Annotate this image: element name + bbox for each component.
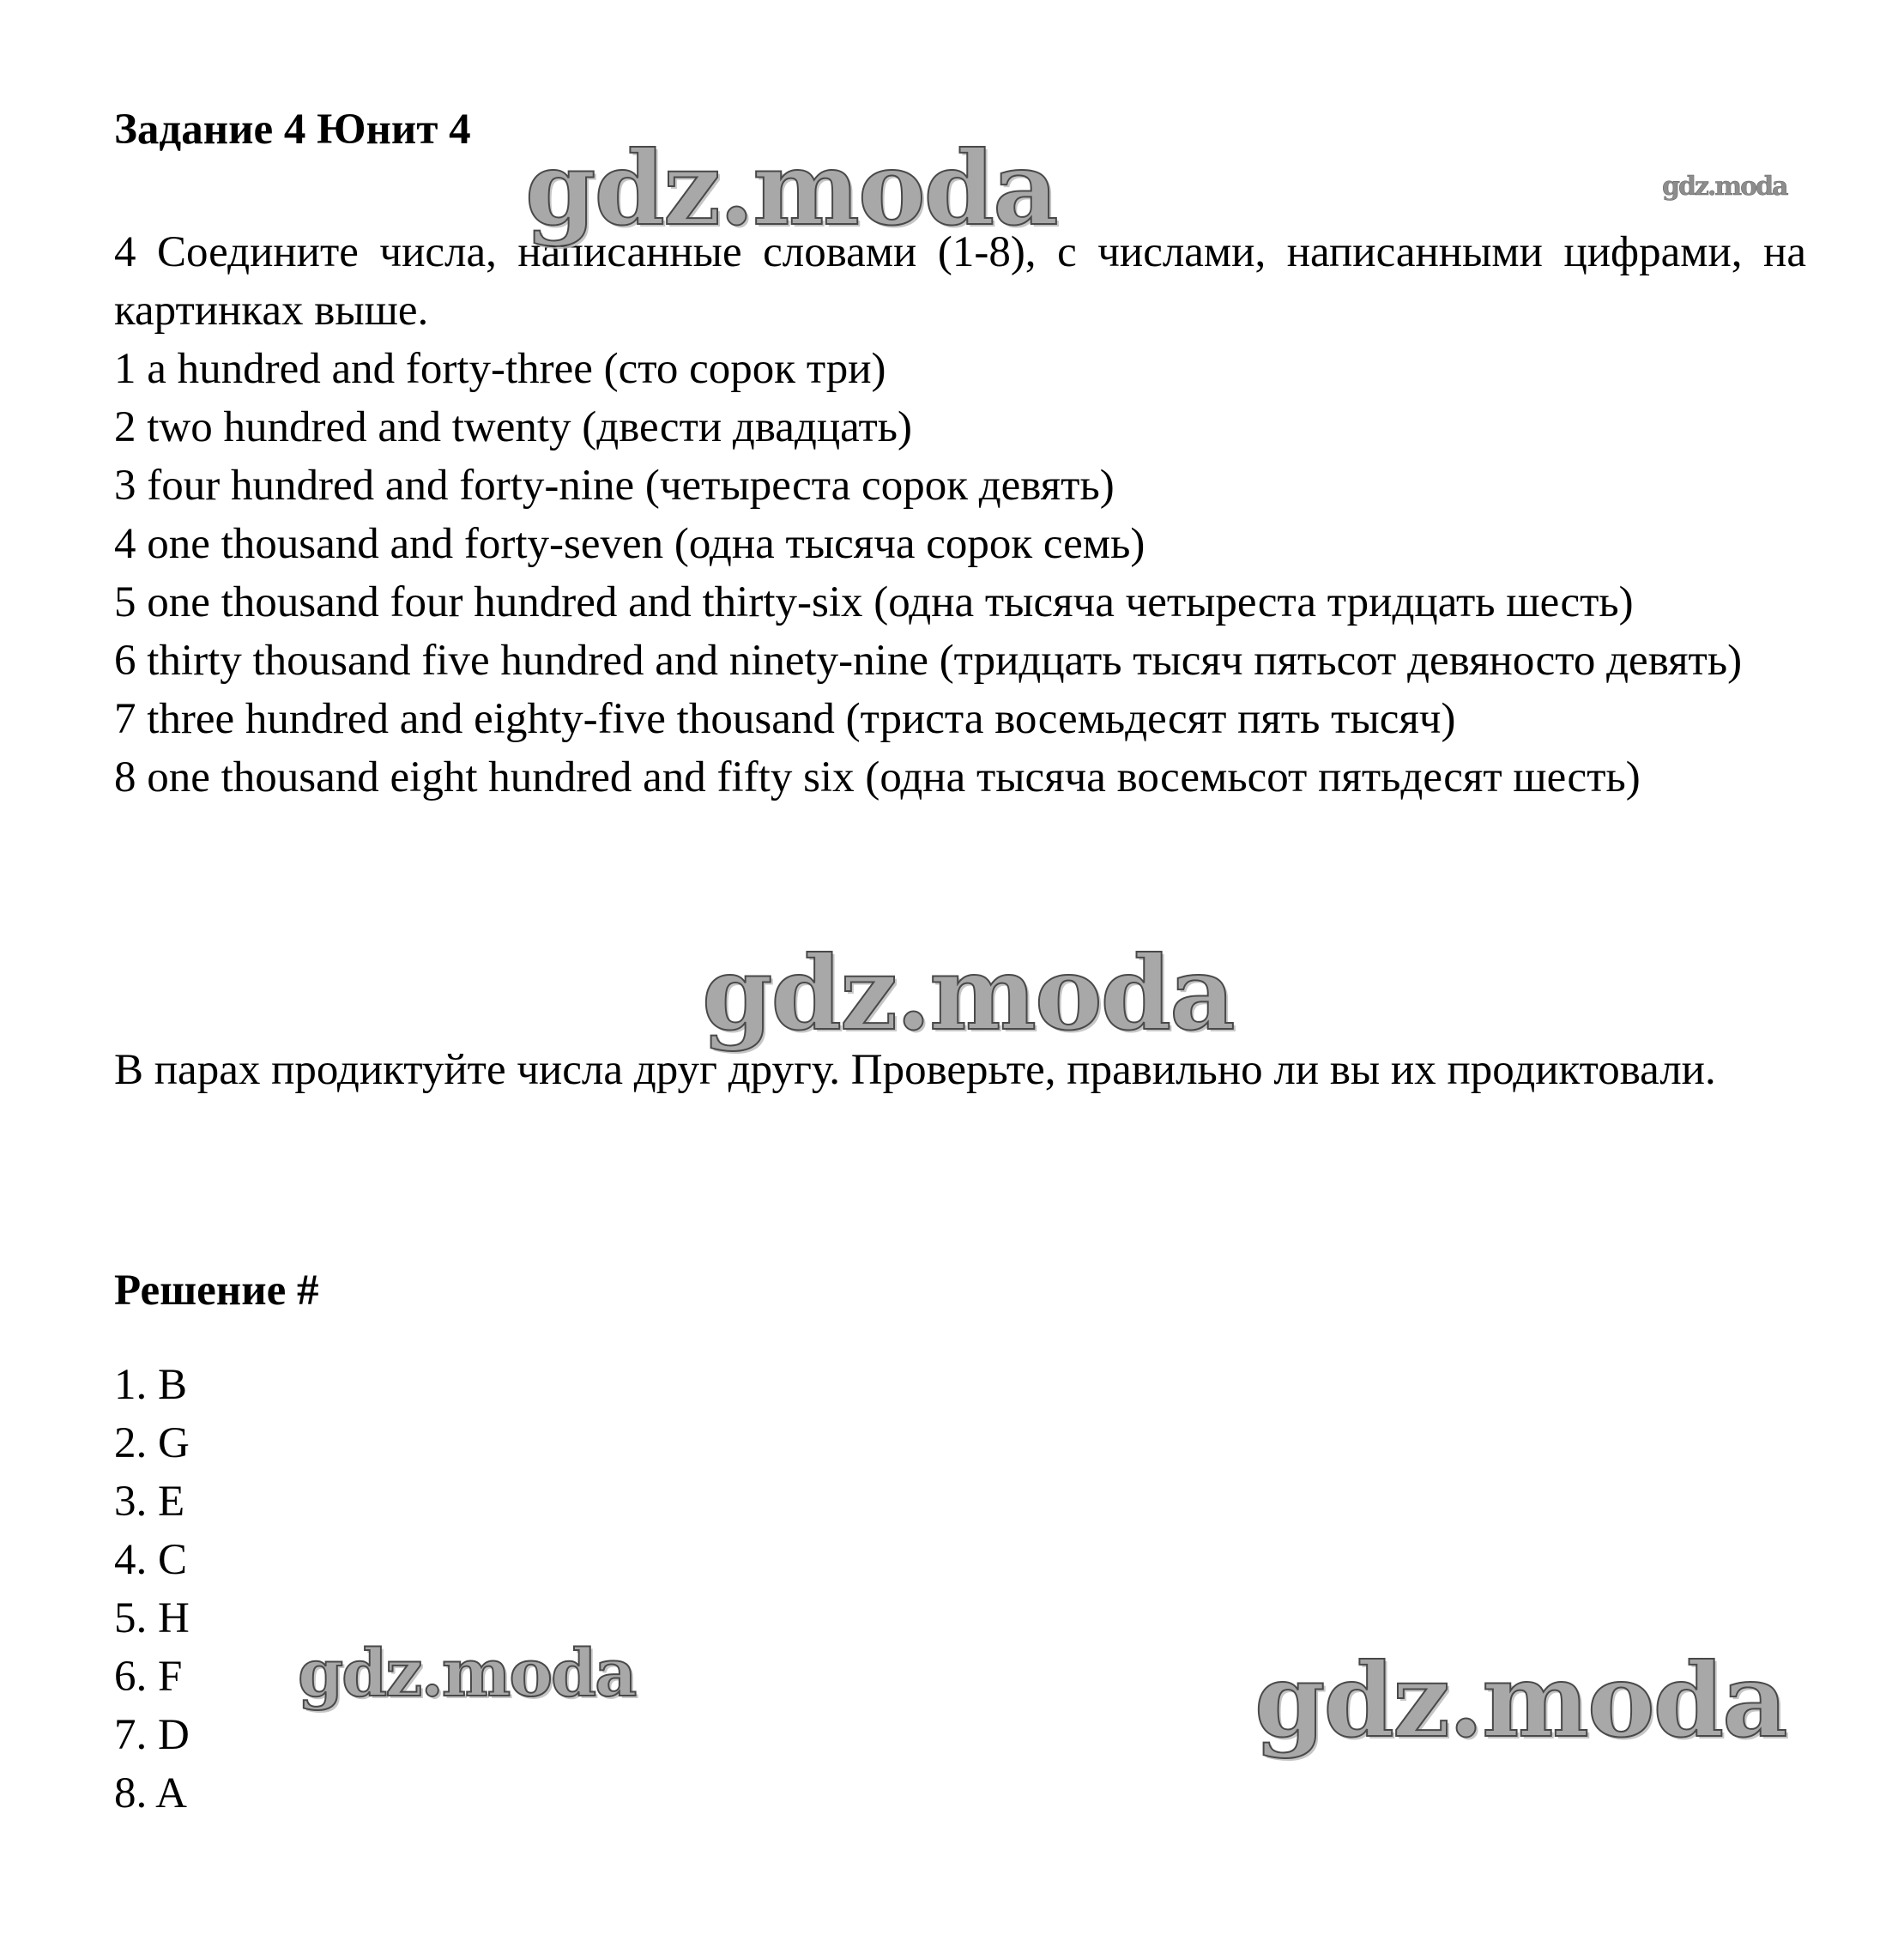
task-item: 4 one thousand and forty-seven (одна тысяча сорок семь) (114, 520, 1145, 568)
solution-title: Решение # (114, 1267, 319, 1315)
watermark-logo: gdz.moda (702, 934, 1234, 1053)
task-intro: 4 Соедините числа, написанные словами (1-8), с числами, написанными цифрами, на картинках выше. (114, 228, 1806, 335)
watermark-logo: gdz.moda (1254, 1641, 1786, 1760)
task-item: 8 one thousand eight hundred and fifty six (одна тысяча восемьсот пятьдесят шесть) (114, 753, 1641, 801)
task-item: 5 one thousand four hundred and thirty-six (одна тысяча четыреста тридцать шесть) (114, 578, 1634, 626)
task-item: 6 thirty thousand five hundred and ninety-nine (тридцать тысяч пятьсот девяносто девять) (114, 637, 1743, 685)
answer-item: 3. E (114, 1478, 185, 1526)
answer-item: 6. F (114, 1653, 183, 1701)
task-item: 2 two hundred and twenty (двести двадцать) (114, 403, 912, 451)
answer-list (114, 1356, 190, 1823)
watermark-logo: gdz.moda (298, 1635, 636, 1711)
task-item: 7 three hundred and eighty-five thousand (триста восемьдесят пять тысяч) (114, 695, 1456, 743)
answer-item: 8. A (114, 1769, 188, 1817)
task-instruction: В парах продиктуйте числа друг другу. Проверьте, правильно ли вы их продиктовали. (114, 1046, 1716, 1094)
task-item: 3 four hundred and forty-nine (четыреста сорок девять) (114, 462, 1115, 510)
watermark-logo-small: gdz.moda (1662, 172, 1787, 202)
answer-item: 2. G (114, 1419, 190, 1467)
answer-item: 5. H (114, 1594, 190, 1642)
answer-item: 1. B (114, 1361, 188, 1409)
task-block (114, 223, 1806, 807)
task-item: 1 a hundred and forty-three (сто сорок три) (114, 345, 886, 393)
page-title: Задание 4 Юнит 4 (114, 106, 471, 154)
answer-item: 4. C (114, 1536, 188, 1584)
watermark-logo: gdz.moda (525, 129, 1057, 248)
answer-item: 7. D (114, 1711, 190, 1759)
